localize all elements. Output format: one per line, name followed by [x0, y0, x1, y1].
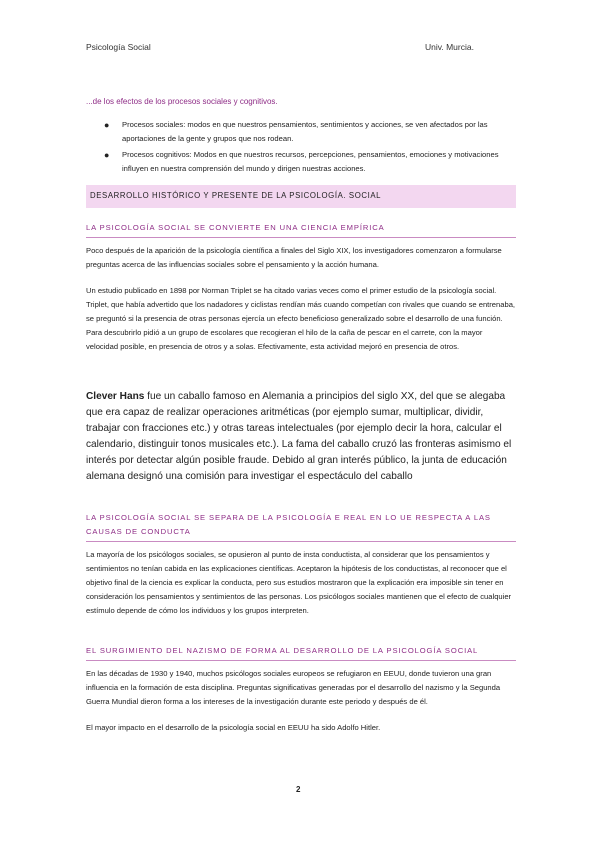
bullet-icon: ● [104, 120, 110, 130]
list-item [86, 148, 518, 176]
intro-line: ...de los efectos de los procesos sociales y cognitivos. [86, 97, 278, 106]
clever-hans-paragraph [86, 389, 516, 485]
section-nazism [86, 644, 516, 735]
header-university: Univ. Murcia. [425, 42, 474, 52]
paragraph: Poco después de la aparición de la psicología científica a finales del Siglo XIX, los investigadores comenzaron a formularse preguntas acerca de las influencias sociales sobre el pensamiento y la acción humana. [86, 246, 502, 269]
bullet-text: Procesos cognitivos: Modos en que nuestros recursos, percepciones, pensamientos, emociones y motivaciones influyen en nuestra comprensión del mundo y dirigen nuestras acciones. [122, 150, 499, 173]
band-heading: DESARROLLO HISTÓRICO Y PRESENTE DE LA PSICOLOGÍA. SOCIAL [90, 191, 382, 200]
section-heading: LA PSICOLOGÍA SOCIAL SE CONVIERTE EN UNA CIENCIA EMPÍRICA [86, 221, 516, 238]
clever-hans-text: fue un caballo famoso en Alemania a principios del siglo XX, del que se alegaba que era capaz de realizar operaciones aritméticas (por ejemplo sumar, multiplicar, dividir, trabajar con fracciones etc.) y otras tareas intelectuales (por ejemplo decir la hora, calcular el calendario, distinguir tonos musicales etc.). La fama del caballo cruzó las fronteras asimismo el interés por detectar algún posible fraude. Debido al gran interés público, la junta de educación alemana designó una comisión para investigar el espectáculo del caballo [86, 391, 512, 482]
paragraph: En las décadas de 1930 y 1940, muchos psicólogos sociales europeos se refugiaron en EEUU, donde tuvieron una gran influencia en la formación de esta disciplina. Preguntas significativas generadas por el desarrollo del nazismo y la Segunda Guerra Mundial dieron forma a los intereses de la investigación durante este periodo y después de él. [86, 669, 501, 706]
header-course-title: Psicología Social [86, 42, 151, 52]
bullet-text: Procesos sociales: modos en que nuestros pensamientos, sentimientos y acciones, se ven afectados por las aportaciones de la gente y grupos que nos rodean. [122, 120, 488, 143]
section-heading: EL SURGIMIENTO DEL NAZISMO DE FORMA AL DESARROLLO DE LA PSICOLOGÍA SOCIAL [86, 644, 516, 661]
paragraph: La mayoría de los psicólogos sociales, se opusieron al punto de insta conductista, al considerar que los pensamientos y sentimientos no tenían cabida en las explicaciones científicas. Aceptaron la hipótesis de los conductistas, al reconocer que el objetivo final de la ciencia es explicar la conducta, pero sus estudios mostraron que la explicación era imposible sin tener en consideración los pensamientos y sentimientos de las personas. Los psicólogos sociales mantienen que el efecto de cualquier estímulo depende de cómo los individuos y los grupos interpreten. [86, 550, 512, 615]
paragraph: Un estudio publicado en 1898 por Norman Triplet se ha citado varias veces como el primer estudio de la psicología social. Triplet, que había advertido que los nadadores y ciclistas rendían más cuando competían con rivales que cuando se entrenaba, se preguntó si la presencia de otras personas ejercía un efecto beneficioso generalizado sobre el desarrollo de una función. Para descubrirlo pidió a un grupo de escolares que recogieran el hilo de la caña de pescar en el carrete, con la mayor velocidad posible, en presencia de otros y a solas. Efectivamente, esta actividad mejoró en presencia de otros. [86, 286, 516, 351]
section-heading: LA PSICOLOGÍA SOCIAL SE SEPARA DE LA PSICOLOGÍA E REAL EN LO UE RESPECTA A LAS CAUSAS DE CONDUCTA [86, 511, 516, 542]
section-behavior-causes [86, 511, 516, 618]
list-item [86, 118, 518, 146]
bullet-list [86, 118, 518, 178]
section-band [86, 185, 516, 208]
paragraph: El mayor impacto en el desarrollo de la psicología social en EEUU ha sido Adolfo Hitler. [86, 723, 381, 732]
clever-hans-name: Clever Hans [86, 391, 145, 402]
bullet-icon: ● [104, 150, 110, 160]
page-number: 2 [296, 785, 301, 794]
section-empirical-science [86, 221, 516, 354]
